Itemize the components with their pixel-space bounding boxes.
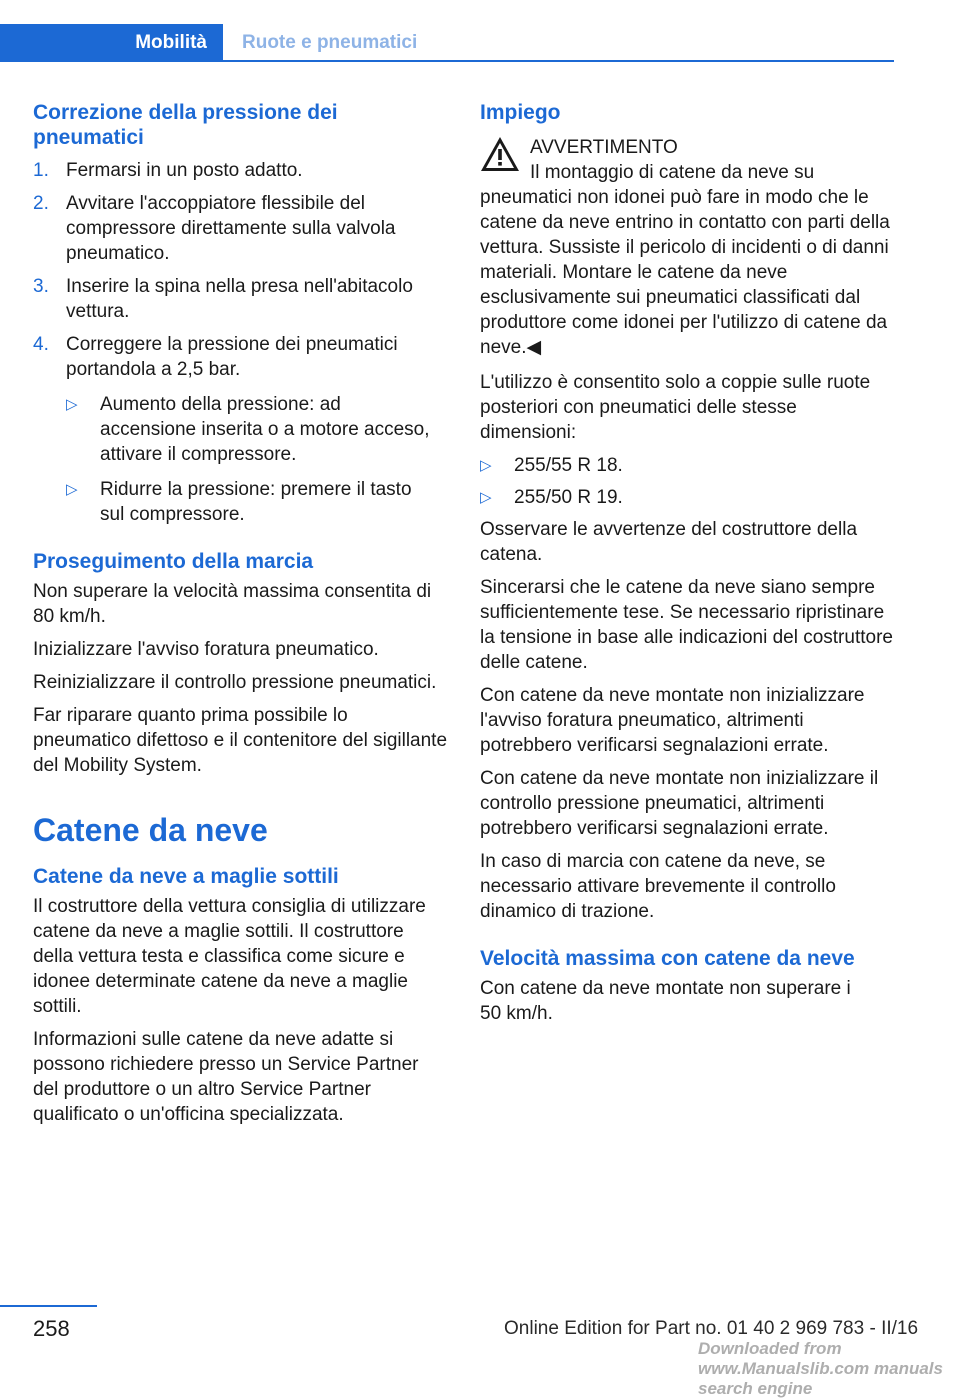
steps-list — [33, 158, 449, 382]
tab-ruote-pneumatici[interactable]: Ruote e pneumatici — [242, 32, 418, 53]
step-number: 1. — [33, 160, 49, 181]
triangle-right-icon: ▷ — [480, 457, 492, 474]
warning-text: Il montaggio di catene da neve su pneumatici non idonei può fare in modo che le catene da neve entrino in contatto con parti della vettura. Sussiste il pericolo di incidenti o di danni materiali. Montare le catene da neve esclusivamente sui pneumatici classificati dal produttore come idonei per l'utilizzo di catene da neve.◀ — [480, 162, 890, 358]
paragraph: Far riparare quanto prima possibile lo pneumatico difettoso e il contenitore del sigillante del Mobility System. — [33, 705, 448, 776]
paragraph: In caso di marcia con catene da neve, se necessario attivare brevemente il controllo dinamico di trazione. — [480, 851, 836, 922]
paragraph: Con catene da neve montate non superare i 50 km/h. — [480, 978, 851, 1024]
paragraph: Con catene da neve montate non inizializzare il controllo pressione pneumatici, altrimenti potrebbero verificarsi segnalazioni errate. — [480, 768, 879, 839]
tab-mobilita[interactable]: Mobilità — [0, 24, 223, 62]
paragraph: Non superare la velocità massima consentita di 80 km/h. — [33, 581, 432, 627]
substep-item — [66, 392, 438, 467]
step-text: Correggere la pressione dei pneumatici portandola a 2,5 bar. — [66, 334, 398, 380]
step-number: 4. — [33, 334, 49, 355]
heading-proseguimento: Proseguimento della marcia — [33, 550, 314, 573]
tyre-size-item — [480, 485, 898, 510]
header-rule — [0, 60, 894, 62]
heading-impiego: Impiego — [480, 101, 561, 124]
watermark: Downloaded from www.Manualslib.com manuals search engine — [698, 1339, 943, 1398]
heading-correzione: Correzione della pressione dei pneumatici — [33, 101, 338, 149]
substep-text: Aumento della pressione: ad accensione inserita o a motore acceso, attivare il compressore. — [100, 394, 430, 465]
paragraph: Reinizializzare il controllo pressione pneumatici. — [33, 672, 437, 693]
triangle-right-icon: ▷ — [66, 481, 78, 498]
paragraph: Inizializzare l'avviso foratura pneumatico. — [33, 639, 379, 660]
paragraph: L'utilizzo è consentito solo a coppie sulle ruote posteriori con pneumatici delle stesse dimensioni: — [480, 372, 871, 443]
step-item — [33, 332, 433, 382]
step-text: Fermarsi in un posto adatto. — [66, 160, 303, 181]
paragraph: Il costruttore della vettura consiglia di utilizzare catene da neve a maglie sottili. Il costruttore della vettura testa e classifica come sicure e idonee determinate catene da neve a maglie sottili. — [33, 896, 426, 1017]
warning-block — [480, 135, 898, 360]
page-header — [0, 24, 894, 62]
step-item — [33, 274, 438, 324]
step-number: 3. — [33, 276, 49, 297]
substep-text: Ridurre la pressione: premere il tasto sul compressore. — [100, 479, 412, 525]
edition-text: Online Edition for Part no. 01 40 2 969 783 - II/16 — [504, 1318, 919, 1339]
step-text: Avvitare l'accoppiatore flessibile del compressore direttamente sulla valvola pneumatico. — [66, 193, 396, 264]
heading-maglie-sottili: Catene da neve a maglie sottili — [33, 865, 339, 888]
step-text: Inserire la spina nella presa nell'abitacolo vettura. — [66, 276, 413, 322]
triangle-right-icon: ▷ — [66, 396, 78, 413]
paragraph: Informazioni sulle catene da neve adatte si possono richiedere presso un Service Partner del produttore o un altro Service Partner qualificato o un'officina specializzata. — [33, 1029, 419, 1125]
page-number: 258 — [33, 1316, 70, 1341]
left-column — [33, 100, 449, 1127]
warning-title: AVVERTIMENTO — [530, 137, 678, 158]
warning-triangle-icon — [480, 136, 520, 172]
triangle-right-icon: ▷ — [480, 489, 492, 506]
paragraph: Osservare le avvertenze del costruttore della catena. — [480, 519, 858, 565]
tyre-size-text: 255/55 R 18. — [514, 455, 623, 476]
paragraph: Sincerarsi che le catene da neve siano sempre sufficientemente tese. Se necessario ripristinare la tensione in base alle indicazioni del costruttore delle catene. — [480, 577, 893, 673]
heading-velocita-massima: Velocità massima con catene da neve — [480, 947, 855, 970]
substeps-list — [66, 392, 449, 527]
step-number: 2. — [33, 193, 49, 214]
paragraph: Con catene da neve montate non inizializzare l'avviso foratura pneumatico, altrimenti potrebbero verificarsi segnalazioni errate. — [480, 685, 865, 756]
step-item — [33, 158, 449, 183]
tyre-sizes-list — [480, 453, 898, 510]
tyre-size-text: 255/50 R 19. — [514, 487, 623, 508]
tyre-size-item — [480, 453, 898, 478]
footer-rule — [0, 1305, 97, 1307]
heading-catene-da-neve: Catene da neve — [33, 812, 268, 848]
right-column — [480, 100, 898, 1026]
substep-item — [66, 477, 438, 527]
step-item — [33, 191, 438, 266]
